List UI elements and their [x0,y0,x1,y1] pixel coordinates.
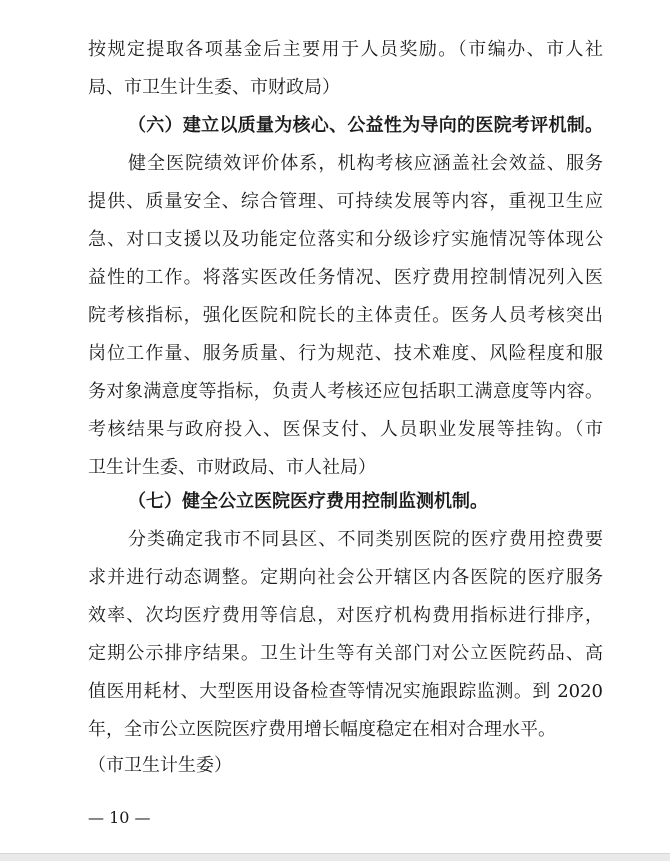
body-text-line: 值医用耗材、大型医用设备检查等情况实施跟踪监测。到 2020 [88,681,603,702]
body-text-line: 分类确定我市不同县区、不同类别医院的医疗费用控费要 [128,529,603,550]
section-heading-7: （七）健全公立医院医疗费用控制监测机制。 [128,491,488,512]
body-text-line: 求并进行动态调整。定期向社会公开辖区内各医院的医疗服务 [88,567,603,588]
body-text-line: 效率、次均医疗费用等信息，对医疗机构费用指标进行排序， [88,605,603,626]
body-text-line: 卫生计生委、市财政局、市人社局） [88,457,376,478]
body-text-line: 按规定提取各项基金后主要用于人员奖励。（市编办、市人社 [88,39,603,60]
body-text-line: 益性的工作。将落实医改任务情况、医疗费用控制情况列入医 [88,267,603,288]
body-text-line: 定期公示排序结果。卫生计生等有关部门对公立医院药品、高 [88,643,603,664]
body-text-line: 急、对口支援以及功能定位落实和分级诊疗实施情况等体现公 [88,229,603,250]
section-heading-6: （六）建立以质量为核心、公益性为导向的医院考评机制。 [128,115,603,136]
body-text-line: 务对象满意度等指标，负责人考核还应包括职工满意度等内容。 [88,381,603,402]
body-text-line: 局、市卫生计生委、市财政局） [88,77,340,98]
body-text-line: 岗位工作量、服务质量、行为规范、技术难度、风险程度和服 [88,343,603,364]
body-text-line: （市卫生计生委） [88,755,232,776]
body-text-line: 年，全市公立医院医疗费用增长幅度稳定在相对合理水平。 [88,719,556,740]
body-text-line: 考核结果与政府投入、医保支付、人员职业发展等挂钩。（市 [88,419,603,440]
page-number: — 10 — [88,808,151,827]
body-text-line: 院考核指标，强化医院和院长的主体责任。医务人员考核突出 [88,305,603,326]
body-text-line: 健全医院绩效评价体系，机构考核应涵盖社会效益、服务 [128,153,603,174]
body-text-line: 提供、质量安全、综合管理、可持续发展等内容，重视卫生应 [88,191,603,212]
